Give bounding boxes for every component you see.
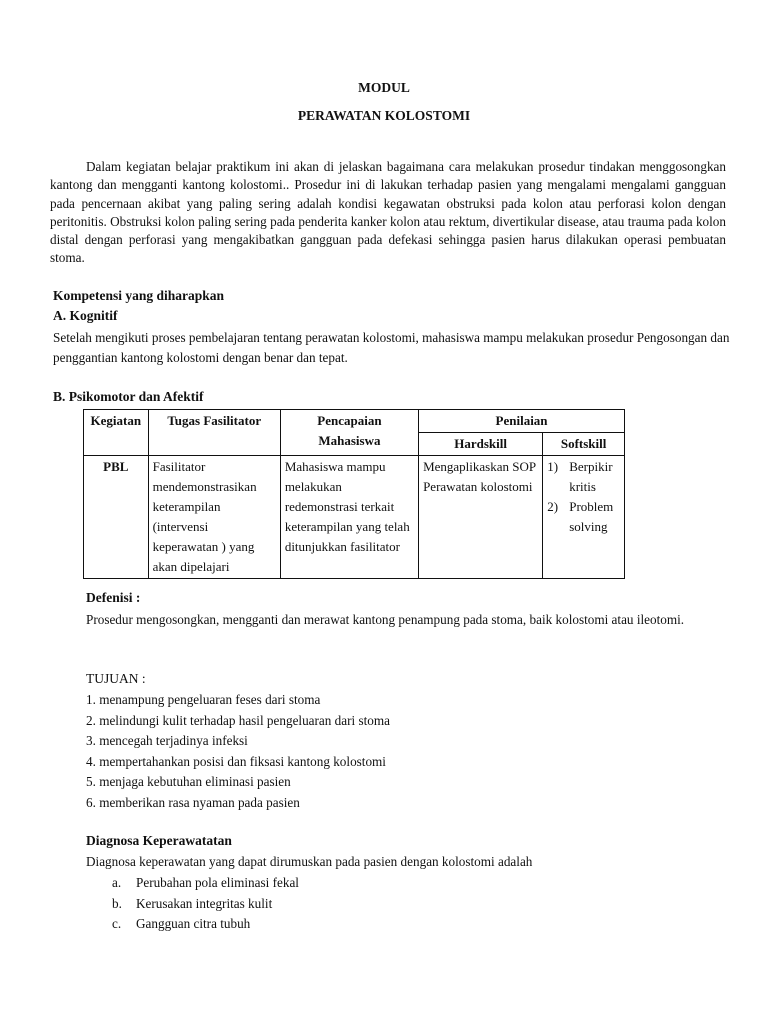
kognitif-heading: A. Kognitif	[53, 308, 118, 323]
header-softskill: Softskill	[543, 433, 625, 456]
tujuan-list	[86, 690, 390, 814]
header-pencapaian: Pencapaian Mahasiswa	[280, 410, 418, 456]
psikomotor-heading: B. Psikomotor dan Afektif	[53, 389, 204, 404]
tujuan-heading: TUJUAN :	[86, 671, 146, 686]
list-item: 5. menjaga kebutuhan eliminasi pasien	[86, 774, 291, 790]
list-letter: c.	[112, 916, 122, 932]
defenisi-paragraph: Prosedur mengosongkan, mengganti dan merawat kantong penampung pada stoma, baik kolostomi atau ileotomi.	[86, 612, 685, 627]
module-label: MODUL	[358, 80, 410, 95]
list-text: Berpikir kritis	[569, 459, 613, 494]
list-number: 1)	[547, 459, 559, 474]
table-header-row	[84, 410, 625, 433]
kognitif-paragraph: Setelah mengikuti proses pembelajaran tentang perawatan kolostomi, mahasiswa mampu melakukan prosedur Pengosongan dan penggantian kantong kolostomi dengan benar dan tepat.	[53, 330, 730, 365]
list-item: 6. memberikan rasa nyaman pada pasien	[86, 794, 300, 810]
list-letter: a.	[112, 875, 122, 890]
softskill-list	[547, 457, 620, 537]
header-penilaian: Penilaian	[419, 410, 625, 433]
diagnosa-heading: Diagnosa Keperawatatan	[86, 833, 232, 848]
cell-softskill	[543, 456, 625, 579]
list-item: 1. menampung pengeluaran feses dari stoma	[86, 692, 321, 707]
list-text: Gangguan citra tubuh	[136, 916, 251, 932]
list-letter: b.	[112, 895, 122, 911]
list-text: Problem solving	[569, 499, 614, 534]
header-hardskill: Hardskill	[419, 433, 543, 456]
intro-paragraph: Dalam kegiatan belajar praktikum ini akan di jelaskan bagaimana cara melakukan prosedur tindakan menggosongkan kantong dan mengganti kantong kolostomi.. Prosedur ini di lakukan terhadap pasien yang mengalami mengalami gangguan pada pencernaan akibat yang paling sering adalah kondisi kegawatan obstruksi pada kolon atau perforasi kolon dengan peritonitis. Obstruksi kolon paling sering pada penderita kanker kolon atau rektum, divertikular disease, atau trauma pada kolon distal dengan perforasi yang mengakibatkan gangguan pada defekasi sehingga pasien harus dilakukan operasi pembuatan stoma.	[50, 159, 726, 266]
list-item	[112, 894, 299, 915]
header-kegiatan: Kegiatan	[84, 410, 149, 456]
list-number: 2)	[547, 499, 559, 514]
table-row	[84, 456, 625, 579]
diagnosa-paragraph: Diagnosa keperawatan yang dapat dirumuskan pada pasien dengan kolostomi adalah	[86, 854, 533, 869]
cell-kegiatan: PBL	[84, 456, 149, 579]
list-item: 3. mencegah terjadinya infeksi	[86, 733, 248, 749]
defenisi-heading: Defenisi :	[86, 590, 141, 605]
cell-tugas: Fasilitator mendemonstrasikan keterampilan (intervensi keperawatan ) yang akan dipelajari	[148, 456, 280, 579]
competency-table	[83, 409, 625, 579]
header-tugas: Tugas Fasilitator	[148, 410, 280, 456]
cell-pencapaian: Mahasiswa mampu melakukan redemonstrasi terkait keterampilan yang telah ditunjukkan fasilitator	[280, 456, 418, 579]
document-title: PERAWATAN KOLOSTOMI	[297, 108, 471, 123]
list-item	[547, 497, 620, 537]
list-item	[112, 873, 299, 894]
list-text: Perubahan pola eliminasi fekal	[136, 875, 299, 890]
list-item: 2. melindungi kulit terhadap hasil pengeluaran dari stoma	[86, 712, 390, 728]
diagnosa-list	[112, 873, 299, 935]
kompetensi-heading: Kompetensi yang diharapkan	[53, 288, 225, 303]
list-item	[112, 914, 299, 935]
list-item: 4. mempertahankan posisi dan fiksasi kantong kolostomi	[86, 753, 386, 769]
list-item	[547, 457, 620, 497]
list-text: Kerusakan integritas kulit	[136, 895, 273, 911]
cell-hardskill: Mengaplikaskan SOP Perawatan kolostomi	[419, 456, 543, 579]
